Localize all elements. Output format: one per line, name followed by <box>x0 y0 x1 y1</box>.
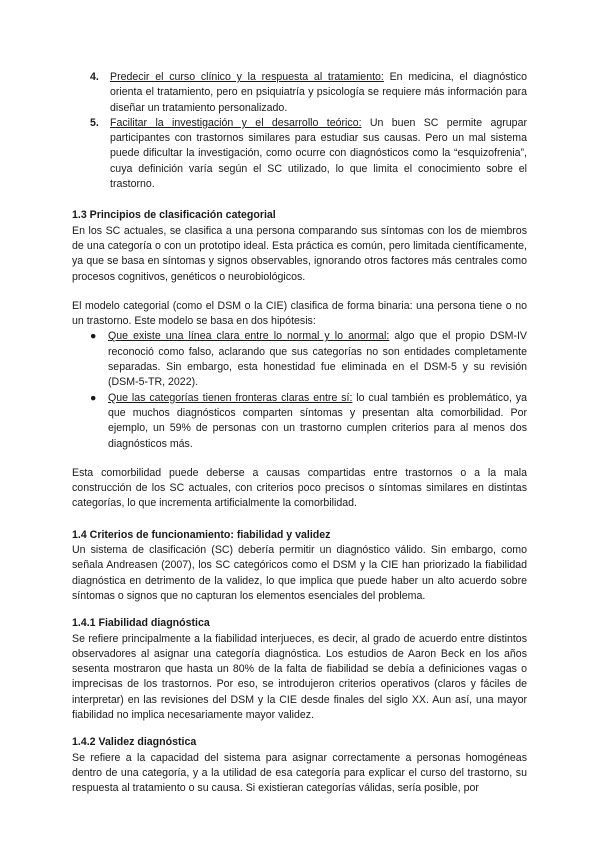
paragraph: Esta comorbilidad puede deberse a causas compartidas entre trastornos o a la mala construcción de los SC actuales, con criterios poco precisos o síntomas similares en distintas categorías, lo que incrementa artificialmente la comorbilidad. <box>72 466 527 510</box>
bullet-item <box>90 329 527 390</box>
numbered-item <box>90 70 527 116</box>
numbered-item <box>90 116 527 192</box>
paragraph: Se refiere principalmente a la fiabilidad interjueces, es decir, al grado de acuerdo entre distintos observadores al asignar una categoría diagnóstica. Los estudios de Aaron Beck en los años sesenta mostraron que hasta un 80% de la falta de fiabilidad se debía a definiciones vagas o imprecisas de los trastornos. Por eso, se introdujeron criterios operativos (claros y fáciles de interpretar) en las revisiones del DSM y la CIE desde finales del siglo XX. Aun así, una mayor fiabilidad no implica necesariamente mayor validez. <box>72 632 527 721</box>
bullet-icon: ● <box>90 330 97 343</box>
subsection-heading: 1.4.2 Validez diagnóstica <box>72 736 197 749</box>
bullet-title: Que las categorías tienen fronteras claras entre sí: <box>108 391 353 404</box>
paragraph: Se refiere a la capacidad del sistema para asignar correctamente a personas homogéneas dentro de una categoría, y a la utilidad de esa categoría para explicar el curso del trastorno, su respuesta al tratamiento o su causa. Si existieran categorías válidas, sería posible, por <box>72 751 527 795</box>
item-title: Facilitar la investigación y el desarrollo teórico: <box>110 116 362 129</box>
bullet-text: algo que el propio DSM-IV reconoció como falso, aclarando que sus categorías no son entidades completamente separadas. Sin embargo, esta honestidad fue eliminada en el DSM-5 y su revisión (DSM-5-TR, 2022). <box>108 330 527 389</box>
item-number: 4. <box>90 71 99 83</box>
bullet-title: Que existe una línea clara entre lo normal y lo anormal: <box>108 330 390 343</box>
item-text: En medicina, el diagnóstico orienta el tratamiento, pero en psiquiatría y psicología se requiere más información para diseñar un tratamiento personalizado. <box>110 71 527 114</box>
bullet-text: lo cual también es problemático, ya que muchos diagnósticos comparten síntomas y presentan alta comorbilidad. Por ejemplo, un 59% de personas con un trastorno cumplen criterios para al menos dos diagnósticos más. <box>108 391 527 450</box>
paragraph: En los SC actuales, se clasifica a una persona comparando sus síntomas con los de miembros de una categoría o con un prototipo ideal. Esta práctica es común, pero limitada científicamente, ya que se basa en síntomas y signos observables, ignorando otros factores más centrales como procesos cognitivos, genéticos o neurobiológicos. <box>72 224 527 283</box>
section-heading: 1.3 Principios de clasificación categorial <box>72 209 276 222</box>
subsection-heading: 1.4.1 Fiabilidad diagnóstica <box>72 617 210 630</box>
paragraph: El modelo categorial (como el DSM o la CIE) clasifica de forma binaria: una persona tiene o no un trastorno. Este modelo se basa en dos hipótesis: <box>72 299 527 328</box>
section-heading: 1.4 Criterios de funcionamiento: fiabilidad y validez <box>72 528 331 541</box>
bullet-icon: ● <box>90 391 97 404</box>
paragraph: Un sistema de clasificación (SC) debería permitir un diagnóstico válido. Sin embargo, como señala Andreasen (2007), los SC categóricos como el DSM y la CIE han priorizado la fiabilidad diagnóstica en detrimento de la validez, lo que implica que puede haber un alto acuerdo sobre síntomas o signos que no capturan los elementos esenciales del problema. <box>72 544 527 602</box>
item-title: Predecir el curso clínico y la respuesta al tratamiento: <box>110 71 384 83</box>
item-number: 5. <box>90 116 99 129</box>
document-body <box>72 70 527 796</box>
item-text: Un buen SC permite agrupar participantes con trastornos similares para estudiar sus causas. Pero un mal sistema puede dificultar la investigación, como ocurre con diagnósticos como la “esquizofrenia”, cuya definición varía según el SC utilizado, lo que limita el conocimiento sobre el trastorno. <box>110 116 527 191</box>
bullet-item <box>90 391 527 452</box>
